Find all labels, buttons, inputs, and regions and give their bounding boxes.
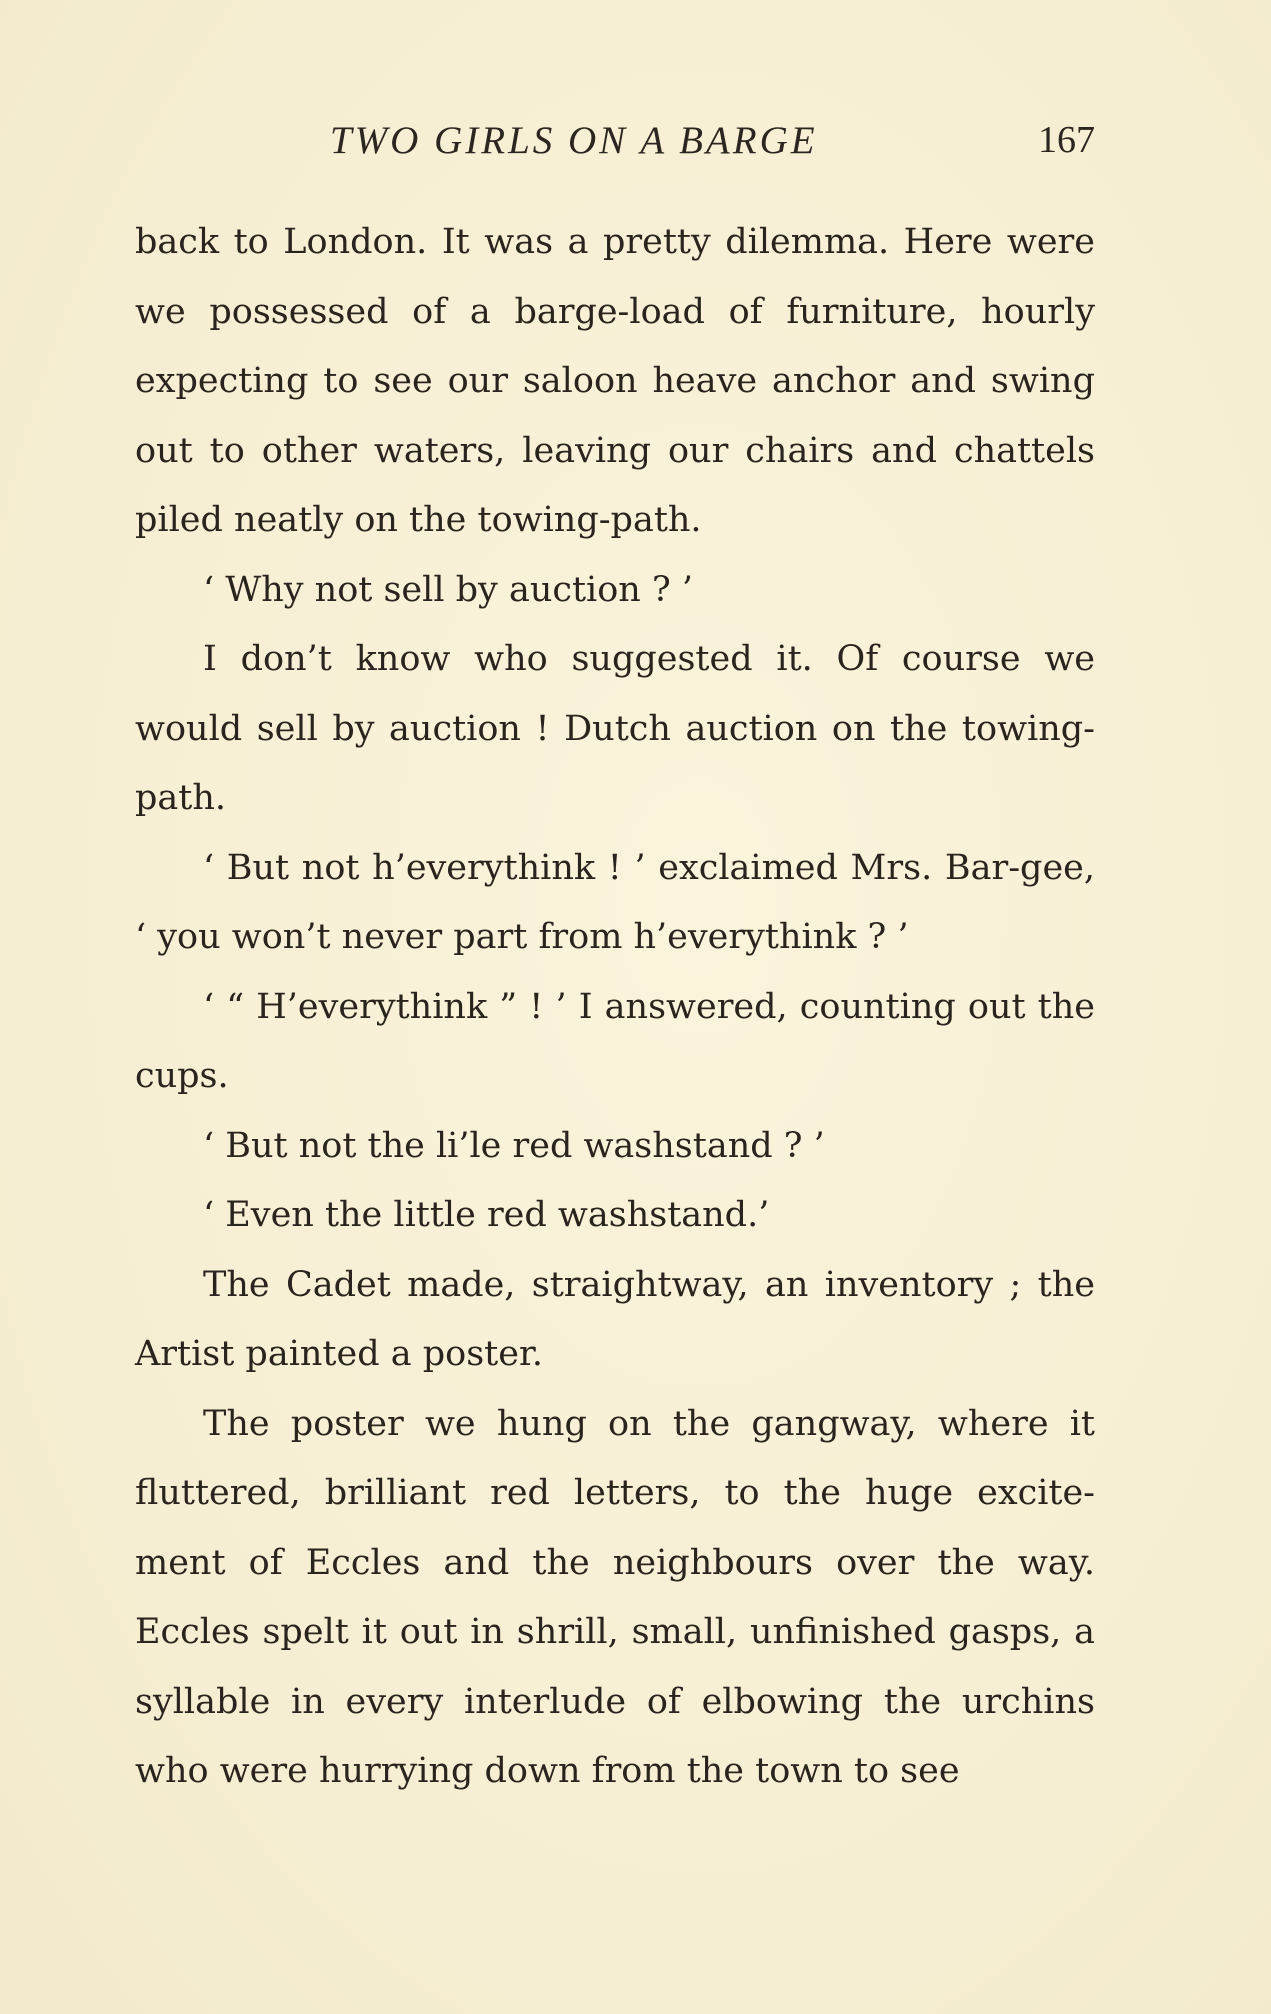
paragraph-mrs-bargee: ‘ But not h’everythink ! ’ exclaimed Mrs. Bar-gee, ‘ you won’t never part from h’everythink ? ’ bbox=[135, 847, 1095, 957]
paragraph-dilemma: back to London. It was a pretty dilemma. Here were we possessed of a barge-load of furniture, hourly expecting to see our saloon heave anchor and swing out to other waters, leaving our chairs and chattels piled neatly on the towing-path. bbox=[135, 222, 1095, 540]
paragraph-who-suggested: I don’t know who suggested it. Of course we would sell by auction ! Dutch auction on the towing-path. bbox=[135, 639, 1095, 818]
paragraph-inventory-poster: The Cadet made, straightway, an inventory ; the Artist painted a poster. bbox=[135, 1264, 1095, 1374]
running-head bbox=[135, 118, 1095, 178]
paragraph-even-washstand: ‘ Even the little red washstand.’ bbox=[203, 1195, 770, 1235]
paragraph-why-not-sell: ‘ Why not sell by auction ? ’ bbox=[203, 569, 693, 610]
running-title: TWO GIRLS ON A BARGE bbox=[330, 119, 818, 162]
paragraph-counting-cups: ‘ “ H’everythink ” ! ’ I answered, counting out the cups. bbox=[135, 986, 1095, 1096]
body-text bbox=[135, 208, 1095, 1807]
paragraph-red-washstand: ‘ But not the li’le red washstand ? ’ bbox=[203, 1125, 825, 1166]
paragraph-poster-gangway: The poster we hung on the gangway, where it fluttered, brilliant red letters, to the huge excite-ment of Eccles and the neighbours over the way. Eccles spelt it out in shrill, small, unfinished gasps, a syllable in every interlude of elbowing the urchins who were hurrying down from the town to see bbox=[135, 1403, 1095, 1791]
page-number: 167 bbox=[1038, 119, 1095, 161]
